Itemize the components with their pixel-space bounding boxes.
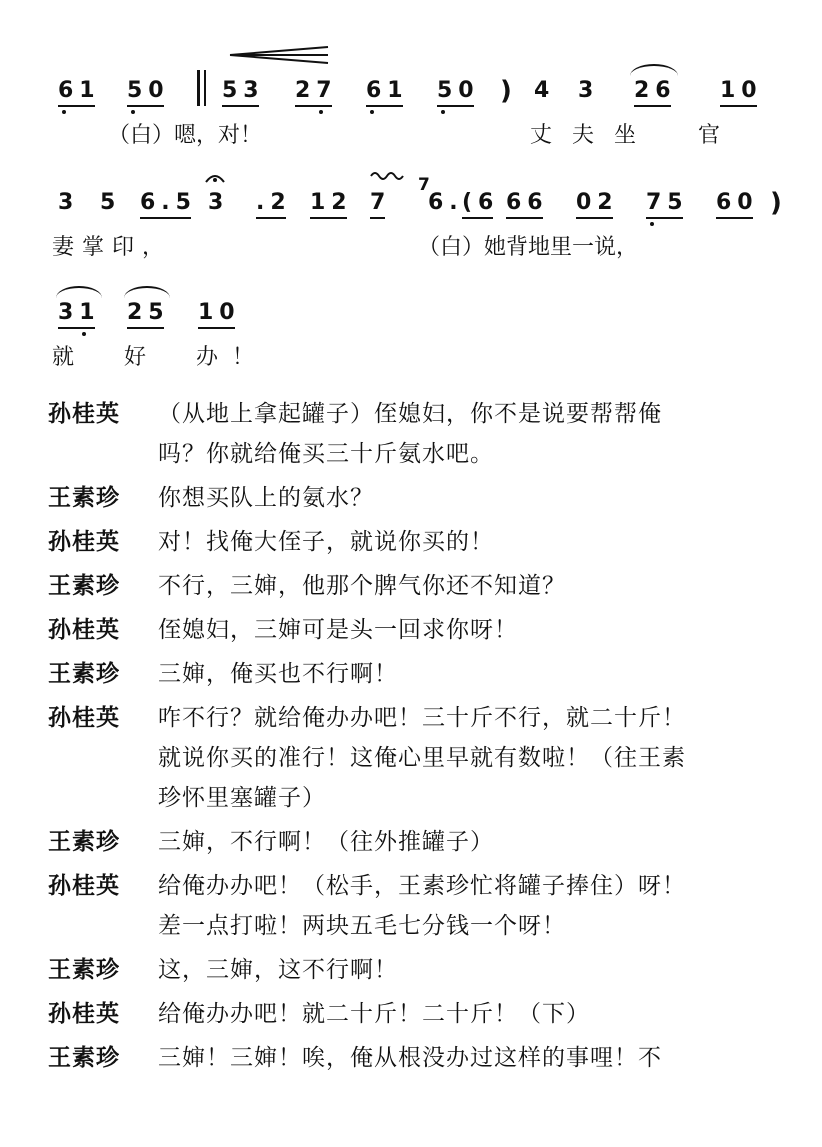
dialogue-entry — [48, 394, 788, 474]
lyric-sung: 就 好 办！ — [52, 345, 269, 370]
note: 6. — [428, 190, 464, 215]
slur — [630, 64, 678, 76]
speech — [158, 394, 788, 474]
speaker-name: 孙桂英 — [48, 528, 120, 555]
note-group: 10 — [720, 78, 763, 104]
speech-line: 三婶，不行啊！（往外推罐子） — [158, 829, 494, 855]
speech — [158, 698, 788, 818]
speech — [158, 478, 788, 518]
slur — [124, 286, 170, 298]
double-barline — [204, 70, 206, 106]
speech-line: 咋不行？就给俺办办吧！三十斤不行，就二十斤！ — [158, 705, 686, 731]
speech — [158, 610, 788, 650]
speech-line: 给俺办办吧！（松手，王素珍忙将罐子捧住）呀！ — [158, 873, 686, 899]
note-group: 66 — [506, 190, 549, 216]
double-barline — [197, 70, 200, 106]
note-group: 75 — [646, 190, 689, 216]
note-group: 27 — [295, 78, 338, 104]
dialogue-entry — [48, 566, 788, 606]
trill-icon — [370, 170, 404, 180]
speech-line: 吗？你就给俺买三十斤氨水吧。 — [158, 441, 494, 467]
speaker-name: 孙桂英 — [48, 1000, 120, 1027]
speech-line: 这，三婶，这不行啊！ — [158, 957, 398, 983]
speaker-name: 王素珍 — [48, 1044, 120, 1071]
note-group: 50 — [127, 78, 170, 104]
closing-paren: ) — [770, 188, 782, 218]
slur — [56, 286, 102, 298]
grace-note: 7 — [418, 175, 436, 195]
speech — [158, 654, 788, 694]
dialogue-entry — [48, 610, 788, 650]
dialogue-entry — [48, 866, 788, 946]
lyric-sung: 丈夫坐 官 — [530, 123, 741, 148]
note-group: (6 — [462, 190, 499, 216]
dialogue — [48, 394, 788, 1082]
note-group: 7 — [370, 190, 391, 216]
note: 5 — [100, 190, 122, 215]
dialogue-entry — [48, 1038, 788, 1078]
note-group: 61 — [58, 78, 101, 104]
speech-line: 给俺办办吧！就二十斤！二十斤！（下） — [158, 1001, 590, 1027]
speaker-name: 孙桂英 — [48, 400, 120, 427]
speech — [158, 950, 788, 990]
closing-paren: ) — [500, 76, 512, 106]
note-group: 10 — [198, 300, 241, 326]
note-group: 53 — [222, 78, 265, 104]
speech-line: 差一点打啦！两块五毛七分钱一个呀！ — [158, 913, 566, 939]
dialogue-entry — [48, 698, 788, 818]
speaker-name: 王素珍 — [48, 572, 120, 599]
note-group: 26 — [634, 78, 677, 104]
note-group: 31 — [58, 300, 101, 326]
speaker-name: 王素珍 — [48, 660, 120, 687]
dialogue-entry — [48, 478, 788, 518]
speech — [158, 566, 788, 606]
speaker-name: 孙桂英 — [48, 704, 120, 731]
note-group: 12 — [310, 190, 353, 216]
fermata-icon — [204, 170, 226, 184]
dialogue-entry — [48, 522, 788, 562]
note-group: 61 — [366, 78, 409, 104]
speaker-name: 孙桂英 — [48, 616, 120, 643]
lyric-spoken: （白）嗯，对！ — [108, 123, 263, 148]
speech-line: 三婶！三婶！唉，俺从根没办过这样的事哩！不 — [158, 1045, 662, 1071]
note-group: 60 — [716, 190, 759, 216]
speech-line: （从地上拿起罐子）侄媳妇，你不是说要帮帮俺 — [158, 401, 662, 427]
note: 3 — [208, 190, 230, 215]
speaker-name: 王素珍 — [48, 828, 120, 855]
note-group: 50 — [437, 78, 480, 104]
speech — [158, 866, 788, 946]
decrescendo-hairpin — [226, 44, 332, 66]
speaker-name: 王素珍 — [48, 956, 120, 983]
note-group: .2 — [256, 190, 292, 216]
speech-line: 你想买队上的氨水？ — [158, 485, 374, 511]
note-group: 25 — [127, 300, 170, 326]
speech-line: 对！找俺大侄子，就说你买的！ — [158, 529, 494, 555]
speech-line: 侄媳妇，三婶可是头一回求你呀！ — [158, 617, 518, 643]
speech-line: 珍怀里塞罐子） — [158, 785, 326, 811]
dialogue-entry — [48, 994, 788, 1034]
speech-line: 就说你买的准行！这俺心里早就有数啦！（往王素 — [158, 745, 686, 771]
speech — [158, 994, 788, 1034]
speaker-name: 孙桂英 — [48, 872, 120, 899]
speech — [158, 522, 788, 562]
dialogue-entry — [48, 654, 788, 694]
speech-line: 三婶，俺买也不行啊！ — [158, 661, 398, 687]
speech — [158, 822, 788, 862]
note-group: 6.5 — [140, 190, 197, 216]
dialogue-entry — [48, 950, 788, 990]
lyric-spoken: （白）她背地里一说， — [418, 235, 639, 260]
dialogue-entry — [48, 822, 788, 862]
speech-line: 不行，三婶，他那个脾气你还不知道？ — [158, 573, 566, 599]
note-group: 02 — [576, 190, 619, 216]
note: 3 — [578, 78, 600, 103]
note: 3 — [58, 190, 80, 215]
lyric-sung: 妻掌印， — [52, 235, 173, 260]
speech — [158, 1038, 788, 1078]
speaker-name: 王素珍 — [48, 484, 120, 511]
note: 4 — [534, 78, 556, 103]
